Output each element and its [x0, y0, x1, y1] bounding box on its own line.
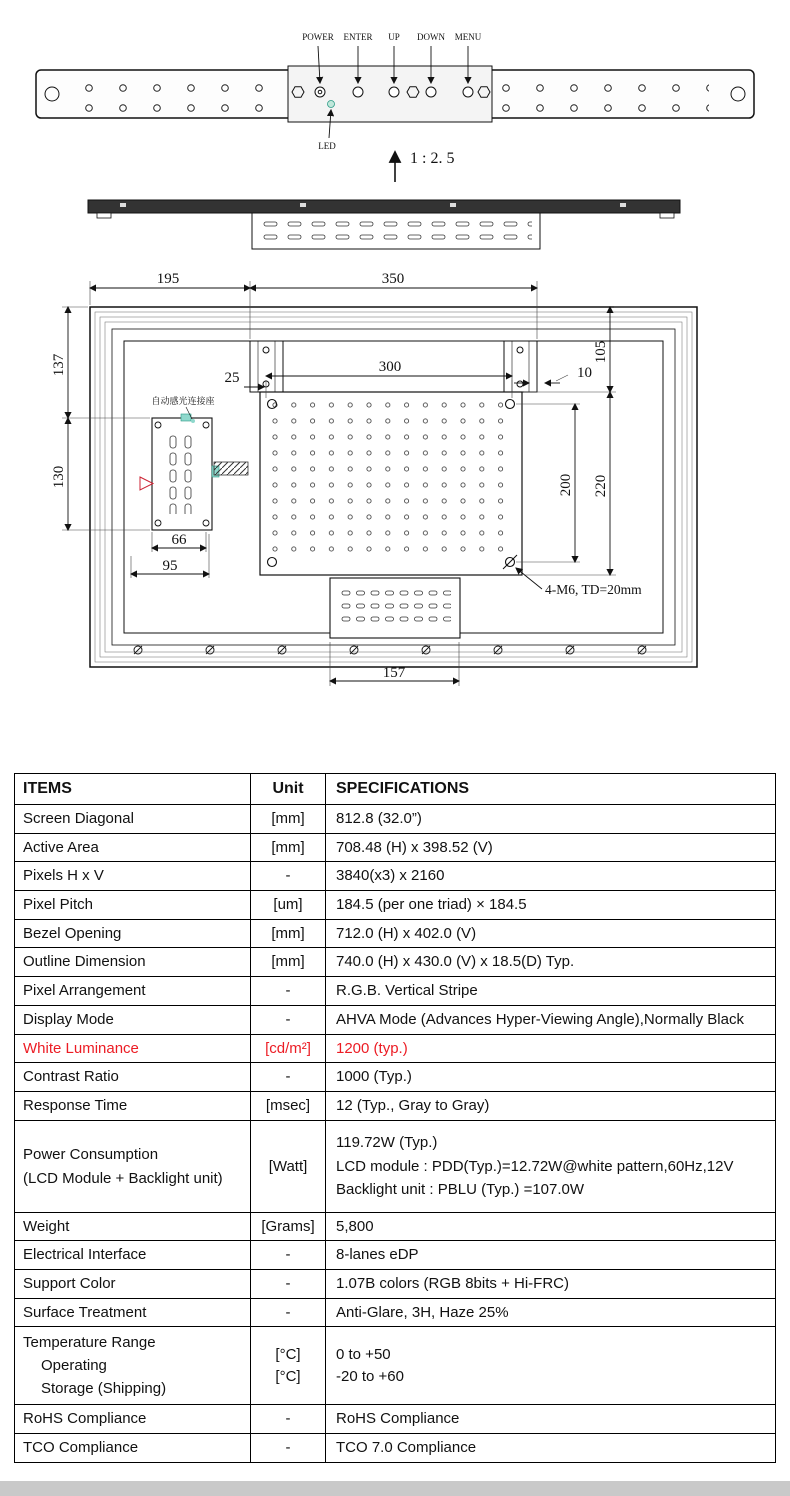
spec-cell: 1.07B colors (RGB 8bits + Hi-FRC) [336, 1274, 569, 1292]
spec-cell: 1000 (Typ.) [336, 1068, 412, 1086]
item-cell: White Luminance [15, 1035, 251, 1063]
dim-220: 220 [593, 474, 609, 498]
spec-table [14, 773, 776, 1463]
menu-label: MENU [454, 32, 482, 42]
control-bar-top-view [36, 32, 754, 151]
spec-cell: R.G.B. Vertical Stripe [336, 982, 478, 1000]
spec-cell: AHVA Mode (Advances Hyper-Viewing Angle),Normally Black [336, 1010, 744, 1028]
spec-cell: 0 to +50 -20 to +60 [336, 1345, 404, 1386]
sensor-label: 自动感光连接座 [151, 397, 215, 407]
dim-200: 200 [558, 473, 574, 497]
dim-130: 130 [51, 465, 67, 489]
table-row [15, 1433, 775, 1462]
led-label: LED [318, 141, 336, 151]
unit-cell: [Watt] [251, 1121, 326, 1212]
table-row [15, 947, 775, 976]
unit-cell: - [251, 1063, 326, 1091]
table-row [15, 1298, 775, 1327]
dim-25: 25 [224, 370, 240, 386]
table-row-white-luminance [15, 1034, 775, 1063]
header-unit: Unit [251, 774, 326, 804]
table-row-temperature-range [15, 1326, 775, 1404]
item-cell: Temperature Range Operating Storage (Shipping) [15, 1327, 251, 1404]
dim-300: 300 [378, 359, 402, 375]
table-row [15, 1240, 775, 1269]
item-cell: Electrical Interface [15, 1241, 251, 1269]
spec-cell: TCO 7.0 Compliance [336, 1439, 477, 1456]
vesa-mount-plate [260, 392, 522, 575]
item-cell: RoHS Compliance [15, 1405, 251, 1433]
item-cell: Active Area [15, 834, 251, 862]
spec-cell: 708.48 (H) x 398.52 (V) [336, 838, 493, 856]
spec-cell: RoHS Compliance [336, 1410, 460, 1428]
item-cell: Pixel Arrangement [15, 977, 251, 1005]
item-cell: Screen Diagonal [15, 805, 251, 833]
technical-drawing [0, 0, 790, 745]
table-row [15, 833, 775, 862]
dim-350: 350 [381, 271, 405, 287]
power-label: POWER [302, 32, 334, 42]
scale-label: 1 : 2. 5 [410, 150, 455, 167]
table-row [15, 1091, 775, 1120]
unit-cell: [Grams] [251, 1213, 326, 1241]
unit-cell: [mm] [251, 948, 326, 976]
item-cell: Outline Dimension [15, 948, 251, 976]
table-row [15, 890, 775, 919]
spec-cell: 812.8 (32.0”) [336, 810, 422, 827]
item-cell: Pixels H x V [15, 862, 251, 890]
unit-cell: [msec] [251, 1092, 326, 1120]
scale-indicator [395, 150, 454, 182]
down-label: DOWN [417, 32, 445, 42]
table-row [15, 1062, 775, 1091]
enter-button-icon [353, 87, 363, 97]
dim-137: 137 [51, 353, 67, 377]
spec-cell: 3840(x3) x 2160 [336, 867, 445, 885]
dim-95: 95 [162, 558, 178, 574]
vesa-note: 4-M6, TD=20mm [545, 582, 642, 597]
item-cell: Bezel Opening [15, 920, 251, 948]
unit-cell: - [251, 1270, 326, 1298]
up-button-icon [389, 87, 399, 97]
table-row [15, 976, 775, 1005]
table-row [15, 861, 775, 890]
table-row [15, 804, 775, 833]
hatch-connector [214, 462, 248, 475]
item-cell: Display Mode [15, 1006, 251, 1034]
dim-105: 105 [593, 340, 609, 364]
spec-cell: 712.0 (H) x 402.0 (V) [336, 924, 477, 942]
dim-66: 66 [171, 532, 187, 548]
table-row [15, 1212, 775, 1241]
spec-cell: 119.72W (Typ.) LCD module : PDD(Typ.)=12.72W@white pattern,60Hz,12V Backlight unit : PBLU (Typ.) =107.0W [336, 1134, 734, 1199]
dim-157: 157 [382, 665, 406, 681]
power-button-icon [315, 87, 325, 97]
enter-label: ENTER [343, 32, 373, 42]
table-row-power-consumption [15, 1120, 775, 1212]
sensor-accent [181, 414, 191, 421]
header-items: ITEMS [15, 774, 251, 804]
side-profile-view [88, 200, 680, 249]
item-cell: Surface Treatment [15, 1299, 251, 1327]
unit-cell: - [251, 1434, 326, 1462]
menu-button-icon [463, 87, 473, 97]
unit-cell: [mm] [251, 834, 326, 862]
dim-10: 10 [577, 365, 592, 381]
unit-cell: - [251, 862, 326, 890]
footer-strip [0, 1481, 790, 1496]
item-cell: Support Color [15, 1270, 251, 1298]
spec-cell: 12 (Typ., Gray to Gray) [336, 1096, 490, 1114]
up-label: UP [388, 32, 400, 42]
dim-195: 195 [156, 271, 180, 287]
unit-cell: [mm] [251, 805, 326, 833]
item-cell: Pixel Pitch [15, 891, 251, 919]
spec-cell: Anti-Glare, 3H, Haze 25% [336, 1303, 509, 1321]
spec-cell: 184.5 (per one triad) × 184.5 [336, 896, 527, 914]
vent-box [330, 578, 460, 638]
spec-cell: 8-lanes eDP [336, 1246, 419, 1264]
item-cell: Weight [15, 1213, 251, 1241]
unit-cell: [°C] [°C] [251, 1327, 326, 1404]
spec-cell: 5,800 [336, 1217, 374, 1235]
spec-cell: 740.0 (H) x 430.0 (V) x 18.5(D) Typ. [336, 953, 575, 971]
item-cell: Power Consumption (LCD Module + Backlight unit) [15, 1121, 251, 1212]
item-cell: TCO Compliance [15, 1434, 251, 1462]
unit-cell: - [251, 1241, 326, 1269]
unit-cell: [cd/m²] [251, 1035, 326, 1063]
item-cell: Contrast Ratio [15, 1063, 251, 1091]
unit-cell: - [251, 977, 326, 1005]
unit-cell: [um] [251, 891, 326, 919]
led-icon [328, 101, 335, 108]
table-header-row [15, 774, 775, 804]
unit-cell: - [251, 1299, 326, 1327]
unit-cell: - [251, 1006, 326, 1034]
spec-cell: 1200 (typ.) [336, 1039, 408, 1057]
header-specifications: SPECIFICATIONS [336, 780, 470, 798]
item-cell: Response Time [15, 1092, 251, 1120]
table-row [15, 919, 775, 948]
table-row [15, 1404, 775, 1433]
unit-cell: [mm] [251, 920, 326, 948]
table-row [15, 1005, 775, 1034]
unit-cell: - [251, 1405, 326, 1433]
table-row [15, 1269, 775, 1298]
down-button-icon [426, 87, 436, 97]
